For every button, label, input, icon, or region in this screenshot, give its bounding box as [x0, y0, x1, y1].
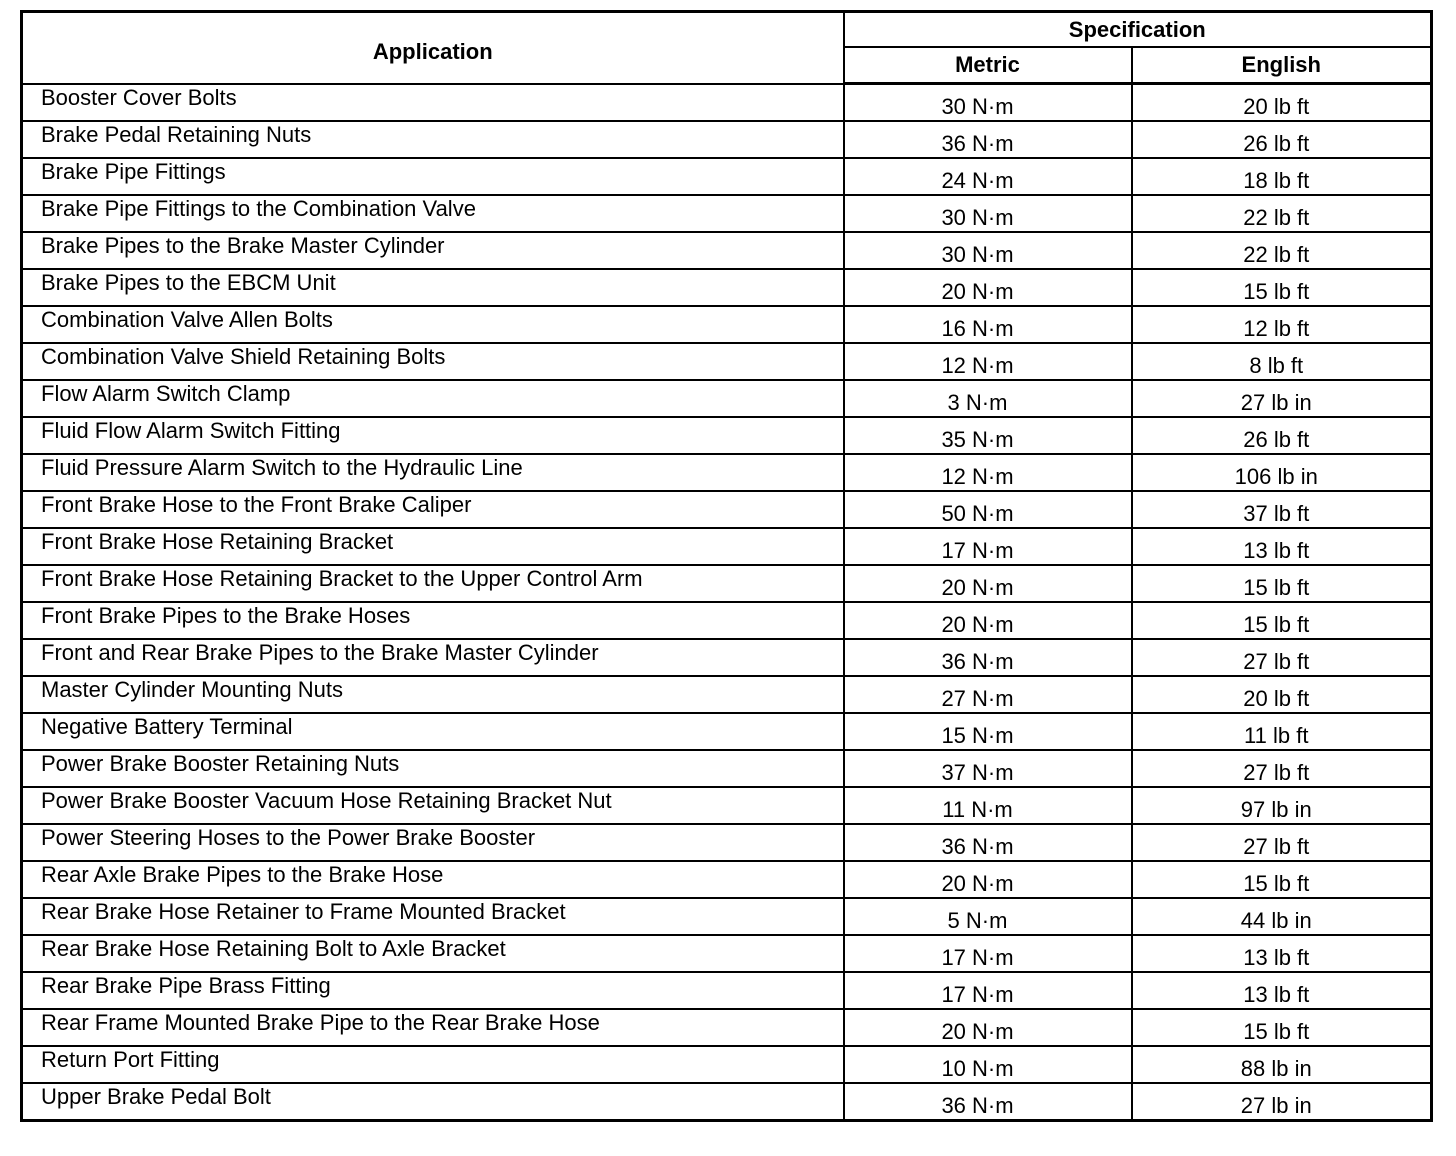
- application-cell: Master Cylinder Mounting Nuts: [22, 676, 844, 713]
- english-cell: 15 lb ft: [1132, 269, 1432, 306]
- table-row: [22, 528, 1432, 565]
- metric-cell: 5 N·m: [844, 898, 1132, 935]
- table-row: [22, 935, 1432, 972]
- english-cell: 22 lb ft: [1132, 232, 1432, 269]
- english-cell: 15 lb ft: [1132, 1009, 1432, 1046]
- metric-cell: 15 N·m: [844, 713, 1132, 750]
- application-cell: Fluid Pressure Alarm Switch to the Hydraulic Line: [22, 454, 844, 491]
- application-cell: Brake Pipes to the EBCM Unit: [22, 269, 844, 306]
- table-row: [22, 824, 1432, 861]
- metric-cell: 30 N·m: [844, 195, 1132, 232]
- english-cell: 12 lb ft: [1132, 306, 1432, 343]
- table-row: [22, 306, 1432, 343]
- english-cell: 15 lb ft: [1132, 602, 1432, 639]
- header-row-top: [22, 12, 1432, 48]
- table-row: [22, 380, 1432, 417]
- table-row: [22, 84, 1432, 122]
- english-cell: 97 lb in: [1132, 787, 1432, 824]
- application-cell: Brake Pipe Fittings to the Combination Valve: [22, 195, 844, 232]
- table-body: [22, 84, 1432, 1121]
- application-cell: Rear Frame Mounted Brake Pipe to the Rear Brake Hose: [22, 1009, 844, 1046]
- table-row: [22, 158, 1432, 195]
- metric-cell: 36 N·m: [844, 1083, 1132, 1121]
- english-cell: 27 lb in: [1132, 1083, 1432, 1121]
- application-cell: Power Steering Hoses to the Power Brake Booster: [22, 824, 844, 861]
- table-row: [22, 121, 1432, 158]
- metric-cell: 20 N·m: [844, 565, 1132, 602]
- english-cell: 44 lb in: [1132, 898, 1432, 935]
- application-cell: Power Brake Booster Vacuum Hose Retaining Bracket Nut: [22, 787, 844, 824]
- metric-cell: 24 N·m: [844, 158, 1132, 195]
- metric-cell: 3 N·m: [844, 380, 1132, 417]
- english-cell: 22 lb ft: [1132, 195, 1432, 232]
- english-cell: 20 lb ft: [1132, 676, 1432, 713]
- metric-cell: 11 N·m: [844, 787, 1132, 824]
- metric-cell: 12 N·m: [844, 454, 1132, 491]
- application-cell: Brake Pipes to the Brake Master Cylinder: [22, 232, 844, 269]
- english-cell: 88 lb in: [1132, 1046, 1432, 1083]
- metric-cell: 17 N·m: [844, 972, 1132, 1009]
- metric-cell: 36 N·m: [844, 121, 1132, 158]
- specification-column-header: Specification: [844, 12, 1432, 48]
- english-cell: 27 lb in: [1132, 380, 1432, 417]
- english-cell: 13 lb ft: [1132, 935, 1432, 972]
- metric-cell: 20 N·m: [844, 1009, 1132, 1046]
- english-cell: 106 lb in: [1132, 454, 1432, 491]
- metric-cell: 50 N·m: [844, 491, 1132, 528]
- application-cell: Brake Pipe Fittings: [22, 158, 844, 195]
- metric-cell: 36 N·m: [844, 639, 1132, 676]
- metric-cell: 30 N·m: [844, 232, 1132, 269]
- table-row: [22, 972, 1432, 1009]
- table-row: [22, 898, 1432, 935]
- metric-cell: 27 N·m: [844, 676, 1132, 713]
- application-cell: Power Brake Booster Retaining Nuts: [22, 750, 844, 787]
- application-cell: Return Port Fitting: [22, 1046, 844, 1083]
- english-cell: 27 lb ft: [1132, 750, 1432, 787]
- english-cell: 11 lb ft: [1132, 713, 1432, 750]
- english-cell: 37 lb ft: [1132, 491, 1432, 528]
- english-cell: 15 lb ft: [1132, 861, 1432, 898]
- metric-cell: 12 N·m: [844, 343, 1132, 380]
- metric-cell: 20 N·m: [844, 269, 1132, 306]
- application-cell: Rear Brake Pipe Brass Fitting: [22, 972, 844, 1009]
- application-cell: Flow Alarm Switch Clamp: [22, 380, 844, 417]
- application-cell: Fluid Flow Alarm Switch Fitting: [22, 417, 844, 454]
- metric-cell: 35 N·m: [844, 417, 1132, 454]
- application-cell: Combination Valve Allen Bolts: [22, 306, 844, 343]
- english-cell: 26 lb ft: [1132, 417, 1432, 454]
- metric-cell: 17 N·m: [844, 935, 1132, 972]
- table-row: [22, 602, 1432, 639]
- table-row: [22, 491, 1432, 528]
- application-cell: Front Brake Hose Retaining Bracket to the Upper Control Arm: [22, 565, 844, 602]
- table-row: [22, 713, 1432, 750]
- english-cell: 27 lb ft: [1132, 639, 1432, 676]
- table-row: [22, 1083, 1432, 1121]
- application-column-header: Application: [22, 12, 844, 84]
- english-cell: 27 lb ft: [1132, 824, 1432, 861]
- application-cell: Front and Rear Brake Pipes to the Brake Master Cylinder: [22, 639, 844, 676]
- table-row: [22, 1046, 1432, 1083]
- application-cell: Front Brake Pipes to the Brake Hoses: [22, 602, 844, 639]
- table-row: [22, 750, 1432, 787]
- table-row: [22, 232, 1432, 269]
- metric-cell: 30 N·m: [844, 84, 1132, 122]
- metric-cell: 17 N·m: [844, 528, 1132, 565]
- metric-cell: 10 N·m: [844, 1046, 1132, 1083]
- english-cell: 20 lb ft: [1132, 84, 1432, 122]
- metric-cell: 36 N·m: [844, 824, 1132, 861]
- table-row: [22, 861, 1432, 898]
- table-row: [22, 565, 1432, 602]
- application-cell: Brake Pedal Retaining Nuts: [22, 121, 844, 158]
- table-header: [22, 12, 1432, 84]
- application-cell: Booster Cover Bolts: [22, 84, 844, 122]
- metric-column-header: Metric: [844, 47, 1132, 84]
- table-row: [22, 676, 1432, 713]
- application-cell: Rear Brake Hose Retainer to Frame Mounted Bracket: [22, 898, 844, 935]
- application-cell: Front Brake Hose to the Front Brake Caliper: [22, 491, 844, 528]
- application-cell: Rear Brake Hose Retaining Bolt to Axle Bracket: [22, 935, 844, 972]
- application-cell: Upper Brake Pedal Bolt: [22, 1083, 844, 1121]
- english-cell: 8 lb ft: [1132, 343, 1432, 380]
- metric-cell: 20 N·m: [844, 861, 1132, 898]
- english-cell: 26 lb ft: [1132, 121, 1432, 158]
- english-cell: 15 lb ft: [1132, 565, 1432, 602]
- english-column-header: English: [1132, 47, 1432, 84]
- english-cell: 18 lb ft: [1132, 158, 1432, 195]
- english-cell: 13 lb ft: [1132, 528, 1432, 565]
- application-cell: Front Brake Hose Retaining Bracket: [22, 528, 844, 565]
- specification-table: [20, 10, 1433, 1122]
- table-row: [22, 639, 1432, 676]
- table-row: [22, 454, 1432, 491]
- table-row: [22, 417, 1432, 454]
- application-cell: Negative Battery Terminal: [22, 713, 844, 750]
- table-row: [22, 787, 1432, 824]
- metric-cell: 37 N·m: [844, 750, 1132, 787]
- table-row: [22, 195, 1432, 232]
- english-cell: 13 lb ft: [1132, 972, 1432, 1009]
- application-cell: Combination Valve Shield Retaining Bolts: [22, 343, 844, 380]
- table-row: [22, 1009, 1432, 1046]
- table-row: [22, 269, 1432, 306]
- table-row: [22, 343, 1432, 380]
- application-cell: Rear Axle Brake Pipes to the Brake Hose: [22, 861, 844, 898]
- metric-cell: 20 N·m: [844, 602, 1132, 639]
- metric-cell: 16 N·m: [844, 306, 1132, 343]
